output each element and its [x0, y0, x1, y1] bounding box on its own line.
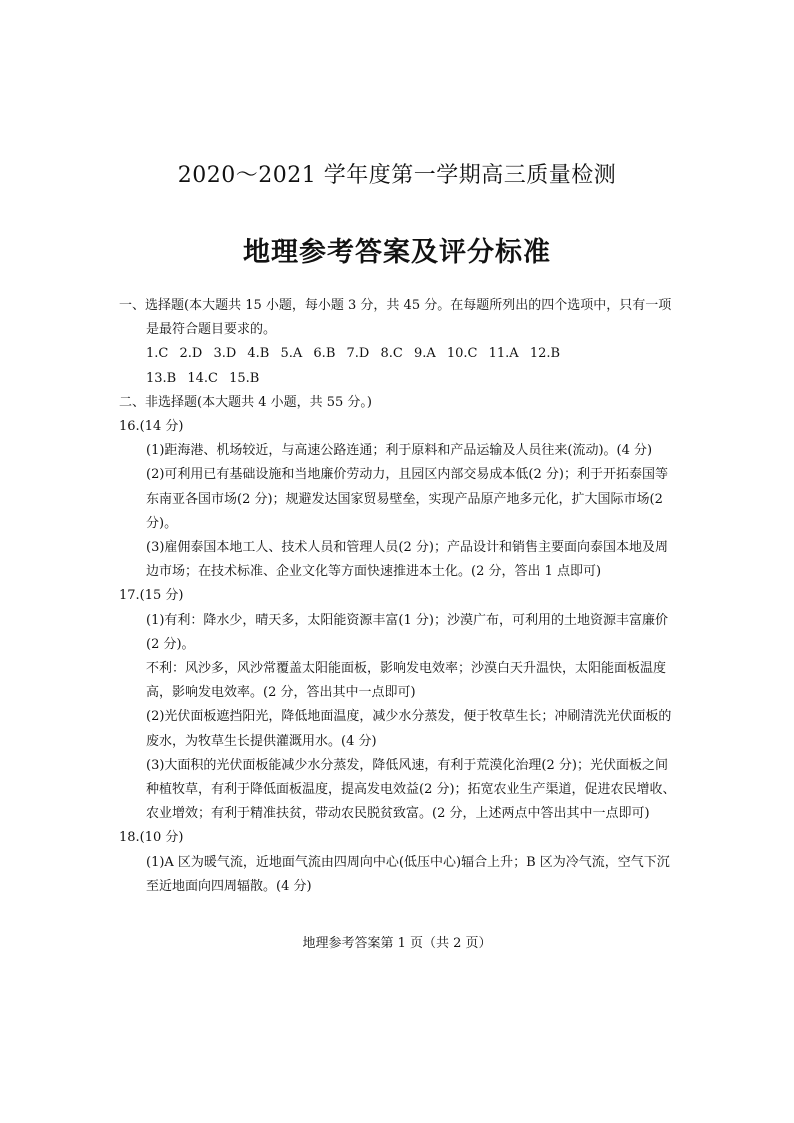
q16-number: 16.(14 分) — [119, 419, 184, 435]
exam-title: 2020～2021 学年度第一学期高三质量检测 — [177, 163, 617, 188]
page-footer: 地理参考答案第 1 页（共 2 页） — [302, 936, 492, 951]
q16-part1: (1)距海港、机场较近，与高速公路连通；利于原料和产品运输及人员往来(流动)。(4 分) — [146, 443, 653, 459]
q16-part3: (3)雇佣泰国本地工人、技术人员和管理人员(2 分)；产品设计和销售主要面向泰国本地及周边市场；在技术标准、企业文化等方面快速推进本土化。(2 分，答出 1 点即可) — [146, 540, 668, 580]
q17-part1: (1)有利：降水少，晴天多，太阳能资源丰富(1 分)；沙漠广布，可利用的土地资源丰富廉价(2 分)。 — [146, 612, 668, 652]
document-subtitle: 地理参考答案及评分标准 — [243, 237, 551, 268]
q18-part1: (1)A 区为暖气流，近地面气流由四周向中心(低压中心)辐合上升；B 区为冷气流，空气下沉至近地面向四周辐散。(4 分) — [146, 854, 670, 894]
q17-part2: (2)光伏面板遮挡阳光，降低地面温度，减少水分蒸发，便于牧草生长；冲刷清洗光伏面板的废水，为牧草生长提供灌溉用水。(4 分) — [146, 709, 672, 749]
q17-number: 17.(15 分) — [119, 588, 184, 604]
multiple-choice-answers-line1: 1.C 2.D 3.D 4.B 5.A 6.B 7.D 8.C 9.A 10.C 11.A 12.B — [146, 346, 561, 362]
q17-part3: (3)大面积的光伏面板能减少水分蒸发，降低风速，有利于荒漠化治理(2 分)；光伏面板之间种植牧草，有利于降低面板温度，提高发电效益(2 分)；拓宽农业生产渠道，促进农民增收、农业增效；有利于精准扶贫，带动农民脱贫致富。(2 分，上述两点中答出其中一点即可) — [146, 757, 676, 822]
answer-body — [119, 294, 679, 899]
multiple-choice-answers-line2: 13.B 14.C 15.B — [146, 370, 260, 386]
section2-heading: 二、非选择题(本大题共 4 小题，共 55 分。) — [119, 394, 372, 410]
q17-part1-disadvantage: 不利：风沙多，风沙常覆盖太阳能面板，影响发电效率；沙漠白天升温快，太阳能面板温度高，影响发电效率。(2 分，答出其中一点即可) — [146, 661, 667, 701]
section1-heading: 一、选择题(本大题共 15 小题，每小题 3 分，共 45 分。在每题所列出的四个选项中，只有一项是最符合题目要求的。 — [119, 298, 672, 338]
q18-number: 18.(10 分) — [119, 830, 184, 846]
q16-part2: (2)可利用已有基础设施和当地廉价劳动力，且园区内部交易成本低(2 分)；利于开拓泰国等东南亚各国市场(2 分)；规避发达国家贸易壁垒，实现产品原产地多元化，扩大国际市场(2 分)。 — [146, 467, 668, 531]
